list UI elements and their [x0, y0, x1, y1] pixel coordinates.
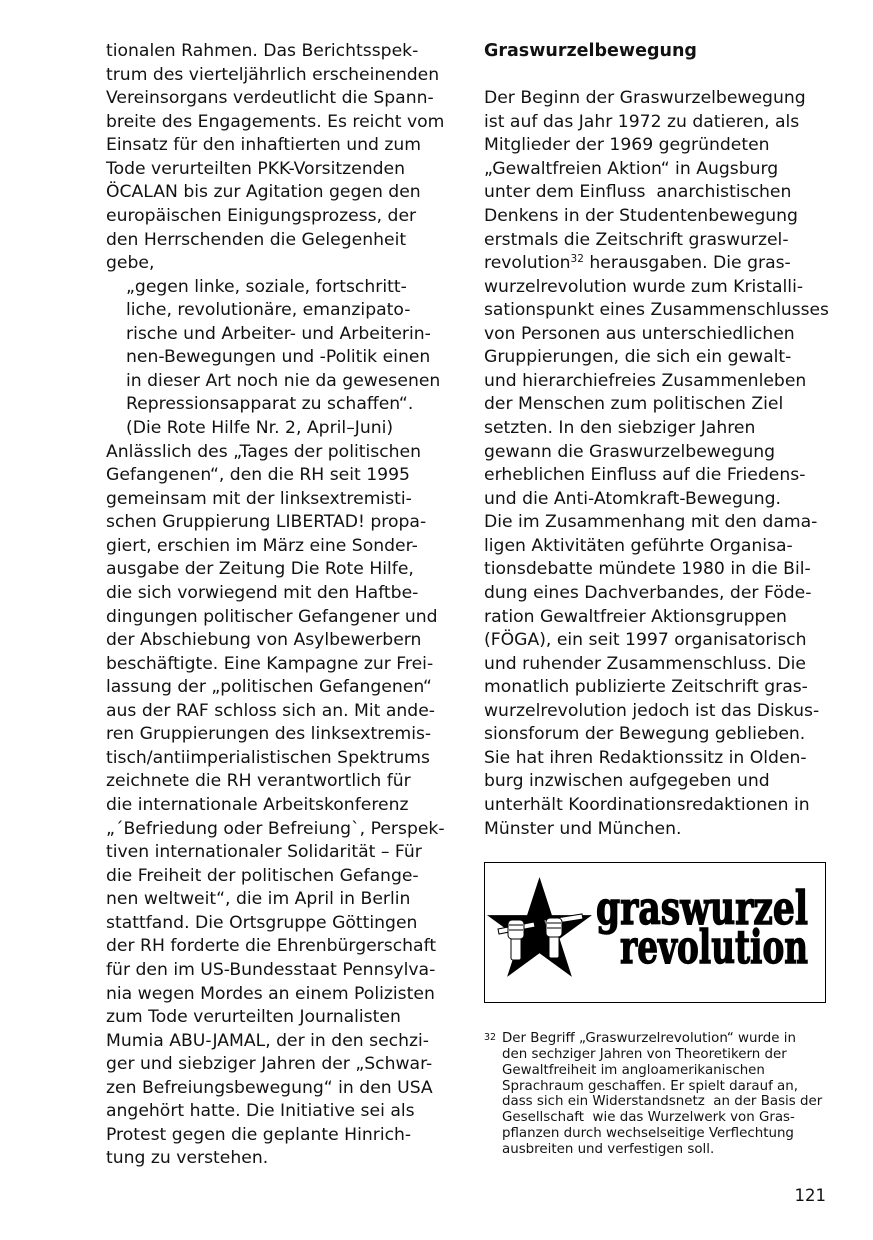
text-line: aus der RAF schloss sich an. Mit ande- — [106, 700, 435, 721]
graswurzelrevolution-logo — [484, 862, 826, 1003]
text-line: Münster und München. — [484, 818, 682, 839]
text-line: zum Tode verurteilten Journalisten — [106, 1007, 401, 1028]
text-line: ration Gewaltfreier Aktionsgruppen — [484, 606, 787, 627]
text-line: wurzelrevolution wurde zum Kristalli- — [484, 276, 804, 297]
text-line: Sie hat ihren Redaktionssitz in Olden- — [484, 747, 807, 768]
quote-line: in dieser Art noch nie da gewesenen — [126, 370, 441, 391]
text-line: beschäftigte. Eine Kampagne zur Frei- — [106, 653, 434, 674]
quote-line: rische und Arbeiter- und Arbeiterin- — [126, 323, 431, 344]
text-line: wurzelrevolution jedoch ist das Diskus- — [484, 700, 820, 721]
text-line: unterhält Koordinationsredaktionen in — [484, 795, 810, 815]
footnote-line: Sprachraum geschaffen. Er spielt darauf an, — [502, 1078, 798, 1094]
text-line: lassung der „politischen Gefangenen“ — [106, 677, 432, 698]
text-line: „´Befriedung oder Befreiung`, Perspek- — [106, 818, 445, 839]
text-line: trum des vierteljährlich erscheinenden — [106, 64, 440, 85]
text-line: tisch/antiimperialistischen Spektrums — [106, 747, 430, 768]
text-line: sionsforum der Bewegung geblieben. — [484, 724, 806, 745]
text-line: monatlich publizierte Zeitschrift gras- — [484, 677, 808, 698]
text-line: ÖCALAN bis zur Agitation gegen den — [106, 182, 421, 203]
text-line: dung eines Dachverbandes, der Föde- — [484, 582, 812, 603]
text-line: von Personen aus unterschiedlichen — [484, 323, 795, 344]
text-line: europäischen Einigungsprozess, der — [106, 205, 417, 226]
footnote-line: ausbreiten und verfestigen soll. — [502, 1142, 715, 1158]
text-line: die internationale Arbeitskonferenz — [106, 795, 409, 815]
text-line: der Menschen zum politischen Ziel — [484, 394, 784, 415]
text-line: burg inzwischen aufgegeben und — [484, 771, 770, 792]
text-line: die Freiheit der politischen Gefange- — [106, 865, 419, 886]
heading-spacer — [484, 64, 829, 88]
text-line: gebe, — [106, 253, 155, 274]
text-line: tung zu verstehen. — [106, 1148, 269, 1169]
footnote-line: Gewaltfreiheit im angloamerikanischen — [502, 1062, 765, 1078]
footnote-reference: 32 — [570, 253, 584, 266]
text-line: gemeinsam mit der linksextremisti- — [106, 488, 412, 509]
text-line: gewann die Graswurzelbewegung — [484, 441, 776, 462]
quote-line: „gegen linke, soziale, fortschritt- — [126, 276, 407, 297]
text-line: ligen Aktivitäten geführte Organisa- — [484, 535, 793, 556]
page-number: 121 — [794, 1186, 826, 1205]
text-line: Der Beginn der Graswurzelbewegung — [484, 88, 806, 109]
text-line: Einsatz für den inhaftierten und zum — [106, 135, 422, 156]
text-line: dingungen politischer Gefangener und — [106, 606, 438, 627]
logo-graphic — [485, 863, 825, 1002]
footnote-line: pflanzen durch wechselseitige Verflechtung — [502, 1126, 794, 1142]
text-fragment: revolution — [484, 253, 571, 274]
text-line: ausgabe der Zeitung Die Rote Hilfe, — [106, 559, 414, 580]
quote-line: Repressionsapparat zu schaffen“. — [126, 394, 414, 415]
logo-word-graswurzel: graswurzel — [596, 881, 808, 935]
text-line: und hierarchiefreies Zusammenleben — [484, 370, 807, 391]
text-line: und die Anti-Atomkraft-Bewegung. — [484, 488, 782, 509]
text-line: erheblichen Einfluss auf die Friedens- — [484, 465, 806, 486]
text-line: schen Gruppierung LIBERTAD! propa- — [106, 512, 427, 533]
footnote-line: den sechziger Jahren von Theoretikern der — [502, 1046, 787, 1062]
text-line: für den im US-Bundesstaat Pennsylva- — [106, 959, 436, 980]
text-line: den Herrschenden die Gelegenheit — [106, 229, 407, 250]
text-line: Vereinsorgans verdeutlicht die Spann- — [106, 88, 434, 109]
text-line: der Abschiebung von Asylbewerbern — [106, 630, 422, 651]
text-line: „Gewaltfreien Aktion“ in Augsburg — [484, 158, 779, 179]
text-fragment: herausgaben. Die gras- — [583, 253, 791, 274]
text-line: Protest gegen die geplante Hinrich- — [106, 1124, 412, 1145]
text-line: Anlässlich des „Tages der politischen — [106, 441, 422, 462]
text-line: tiven internationaler Solidarität – Für — [106, 842, 422, 863]
footnote-line: dass sich ein Widerstandsnetz an der Basis der — [502, 1094, 823, 1110]
footnote-number: 32 — [484, 1032, 497, 1043]
text-line: tionalen Rahmen. Das Berichtsspek- — [106, 41, 419, 61]
footnote-line: Der Begriff „Graswurzelrevolution“ wurde in — [502, 1031, 796, 1046]
footnote-text — [484, 1031, 829, 1158]
section-heading: Graswurzelbewegung — [484, 41, 697, 61]
text-line: giert, erschien im März eine Sonder- — [106, 535, 418, 556]
text-line: (FÖGA), ein seit 1997 organisatorisch — [484, 630, 807, 651]
quote-line: liche, revolutionäre, emanzipato- — [126, 300, 411, 321]
text-line: setzten. In den siebziger Jahren — [484, 418, 756, 438]
text-line: ger und siebziger Jahren der „Schwar- — [106, 1054, 433, 1075]
section-body — [484, 87, 829, 841]
logo-word-revolution: revolution — [620, 920, 808, 974]
quote-source: (Die Rote Hilfe Nr. 2, April–Juni) — [126, 418, 394, 438]
text-line: der RH forderte die Ehrenbürgerschaft — [106, 936, 437, 957]
text-line: und ruhender Zusammenschluss. Die — [484, 653, 806, 674]
quote-line: nen-Bewegungen und -Politik einen — [126, 347, 431, 368]
footnote-line: Gesellschaft wie das Wurzelwerk von Gras- — [502, 1110, 795, 1126]
text-line: tionsdebatte mündete 1980 in die Bil- — [484, 559, 811, 580]
text-line-with-footnote-ref — [484, 252, 829, 276]
text-line: unter dem Einfluss anarchistischen — [484, 182, 792, 203]
right-text-column — [484, 40, 829, 841]
star-icon — [487, 877, 592, 977]
footnote — [484, 1031, 829, 1158]
left-text-column — [106, 40, 451, 1171]
text-line: Gefangenen“, den die RH seit 1995 — [106, 465, 410, 486]
text-line: erstmals die Zeitschrift graswurzel- — [484, 229, 789, 250]
text-line: Mitglieder der 1969 gegründeten — [484, 135, 770, 156]
block-quote — [106, 276, 451, 441]
text-line: Die im Zusammenhang mit den dama- — [484, 512, 818, 533]
text-line: stattfand. Die Ortsgruppe Göttingen — [106, 912, 418, 933]
text-line: nen weltweit“, die im April in Berlin — [106, 889, 411, 910]
text-line: Denkens in der Studentenbewegung — [484, 205, 798, 226]
text-line: breite des Engagements. Es reicht vom — [106, 111, 445, 132]
text-line: ist auf das Jahr 1972 zu datieren, als — [484, 111, 800, 132]
text-line: sationspunkt eines Zusammenschlusses — [484, 300, 829, 321]
text-line: angehört hatte. Die Initiative sei als — [106, 1101, 415, 1122]
text-line: Gruppierungen, die sich ein gewalt- — [484, 347, 792, 368]
text-line: zeichnete die RH verantwortlich für — [106, 771, 411, 792]
text-line: die sich vorwiegend mit den Haftbe- — [106, 582, 419, 603]
text-line: Mumia ABU-JAMAL, der in den sechzi- — [106, 1030, 429, 1051]
text-line: Tode verurteilten PKK-Vorsitzenden — [106, 158, 405, 179]
text-line: ren Gruppierungen des linksextremis- — [106, 724, 432, 745]
text-line: zen Befreiungsbewegung“ in den USA — [106, 1077, 433, 1098]
text-line: nia wegen Mordes an einem Polizisten — [106, 983, 435, 1004]
